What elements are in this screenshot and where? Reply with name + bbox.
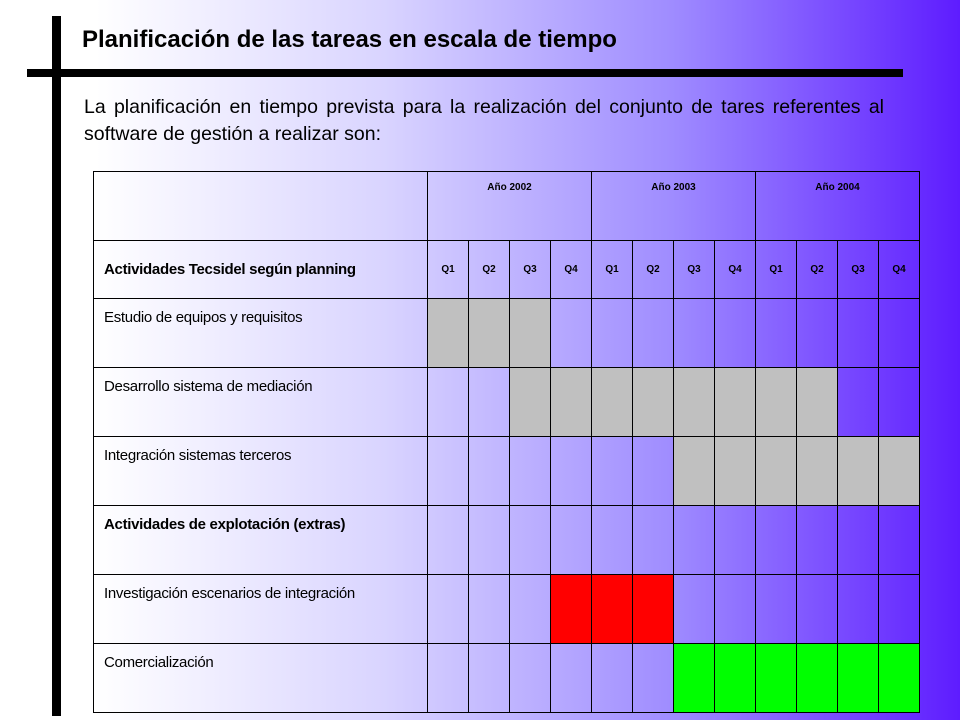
timeline-cell-empty: [715, 575, 756, 644]
timeline-cell-empty: [592, 506, 633, 575]
timeline-cell-empty: [797, 575, 838, 644]
timeline-cell-grey: [674, 368, 715, 437]
quarter-header: Q4: [715, 241, 756, 299]
corner-cell: [94, 172, 428, 241]
timeline-cell-empty: [469, 368, 510, 437]
year-header: Año 2004: [756, 172, 920, 241]
timeline-cell-empty: [633, 506, 674, 575]
activity-row: [94, 368, 920, 437]
quarter-header: Q2: [633, 241, 674, 299]
timeline-cell-empty: [715, 299, 756, 368]
timeline-cell-empty: [838, 299, 879, 368]
quarter-header: Q4: [551, 241, 592, 299]
timeline-cell-red: [592, 575, 633, 644]
activity-label: Integración sistemas terceros: [94, 437, 428, 506]
timeline-cell-empty: [797, 506, 838, 575]
timeline-cell-grey: [428, 299, 469, 368]
quarter-header: Q4: [879, 241, 920, 299]
timeline-cell-green: [756, 644, 797, 713]
activity-row: [94, 506, 920, 575]
year-header: Año 2003: [592, 172, 756, 241]
timeline-cell-empty: [838, 575, 879, 644]
quarter-header: Q3: [674, 241, 715, 299]
timeline-cell-empty: [756, 299, 797, 368]
timeline-cell-empty: [879, 575, 920, 644]
activity-row: [94, 299, 920, 368]
timeline-cell-empty: [879, 506, 920, 575]
timeline-cell-red: [633, 575, 674, 644]
year-header-row: [94, 172, 920, 241]
timeline-cell-empty: [633, 299, 674, 368]
quarter-header-row: [94, 241, 920, 299]
timeline-cell-empty: [592, 437, 633, 506]
timeline-cell-grey: [674, 437, 715, 506]
quarter-header: Q1: [756, 241, 797, 299]
quarter-header: Q3: [510, 241, 551, 299]
quarter-header: Q1: [592, 241, 633, 299]
timeline-cell-green: [838, 644, 879, 713]
timeline-cell-empty: [510, 437, 551, 506]
timeline-cell-empty: [674, 506, 715, 575]
timeline-cell-red: [551, 575, 592, 644]
timeline-cell-empty: [510, 506, 551, 575]
timeline-cell-empty: [797, 299, 838, 368]
quarter-header: Q2: [797, 241, 838, 299]
intro-text: La planificación en tiempo prevista para la realización del conjunto de tares referentes al software de gestión a realizar son:: [84, 96, 884, 145]
timeline-cell-empty: [469, 506, 510, 575]
timeline-cell-grey: [838, 437, 879, 506]
vertical-accent-bar: [52, 16, 61, 716]
timeline-cell-grey: [797, 368, 838, 437]
timeline-cell-empty: [469, 644, 510, 713]
activity-label: Desarrollo sistema de mediación: [94, 368, 428, 437]
timeline-cell-empty: [551, 299, 592, 368]
timeline-cell-empty: [510, 644, 551, 713]
timeline-cell-empty: [428, 368, 469, 437]
timeline-cell-green: [674, 644, 715, 713]
timeline-cell-empty: [551, 437, 592, 506]
activity-row: [94, 644, 920, 713]
slide-title: Planificación de las tareas en escala de tiempo: [82, 26, 617, 53]
activity-row: [94, 575, 920, 644]
timeline-cell-empty: [592, 299, 633, 368]
timeline-cell-empty: [756, 506, 797, 575]
horizontal-accent-bar: [27, 69, 903, 77]
timeline-cell-grey: [592, 368, 633, 437]
quarter-header: Q1: [428, 241, 469, 299]
timeline-cell-grey: [633, 368, 674, 437]
timeline-cell-green: [797, 644, 838, 713]
timeline-cell-grey: [715, 368, 756, 437]
timeline-cell-empty: [674, 299, 715, 368]
timeline-cell-empty: [551, 506, 592, 575]
timeline-cell-green: [715, 644, 756, 713]
timeline-cell-empty: [510, 575, 551, 644]
timeline-cell-empty: [838, 368, 879, 437]
activity-label: Comercialización: [94, 644, 428, 713]
timeline-cell-grey: [510, 299, 551, 368]
timeline-cell-empty: [469, 575, 510, 644]
timeline-cell-empty: [633, 437, 674, 506]
timeline-cell-green: [879, 644, 920, 713]
timeline-cell-empty: [428, 575, 469, 644]
gantt-table: [93, 171, 920, 713]
timeline-cell-grey: [715, 437, 756, 506]
timeline-cell-empty: [838, 506, 879, 575]
timeline-cell-empty: [715, 506, 756, 575]
activity-row: [94, 437, 920, 506]
timeline-cell-grey: [756, 437, 797, 506]
timeline-cell-grey: [551, 368, 592, 437]
timeline-cell-grey: [797, 437, 838, 506]
timeline-cell-empty: [592, 644, 633, 713]
timeline-cell-grey: [756, 368, 797, 437]
year-header: Año 2002: [428, 172, 592, 241]
timeline-cell-empty: [428, 644, 469, 713]
quarter-header: Q3: [838, 241, 879, 299]
timeline-cell-grey: [469, 299, 510, 368]
activity-label: Estudio de equipos y requisitos: [94, 299, 428, 368]
activity-label: Investigación escenarios de integración: [94, 575, 428, 644]
timeline-cell-empty: [879, 299, 920, 368]
timeline-cell-empty: [428, 506, 469, 575]
timeline-cell-empty: [469, 437, 510, 506]
timeline-cell-empty: [551, 644, 592, 713]
timeline-cell-empty: [756, 575, 797, 644]
timeline-cell-empty: [633, 644, 674, 713]
timeline-cell-empty: [674, 575, 715, 644]
activity-label: Actividades de explotación (extras): [94, 506, 428, 575]
quarter-header: Q2: [469, 241, 510, 299]
timeline-cell-empty: [879, 368, 920, 437]
timeline-cell-grey: [510, 368, 551, 437]
timeline-cell-empty: [428, 437, 469, 506]
activities-header: Actividades Tecsidel según planning: [94, 241, 428, 299]
timeline-cell-grey: [879, 437, 920, 506]
